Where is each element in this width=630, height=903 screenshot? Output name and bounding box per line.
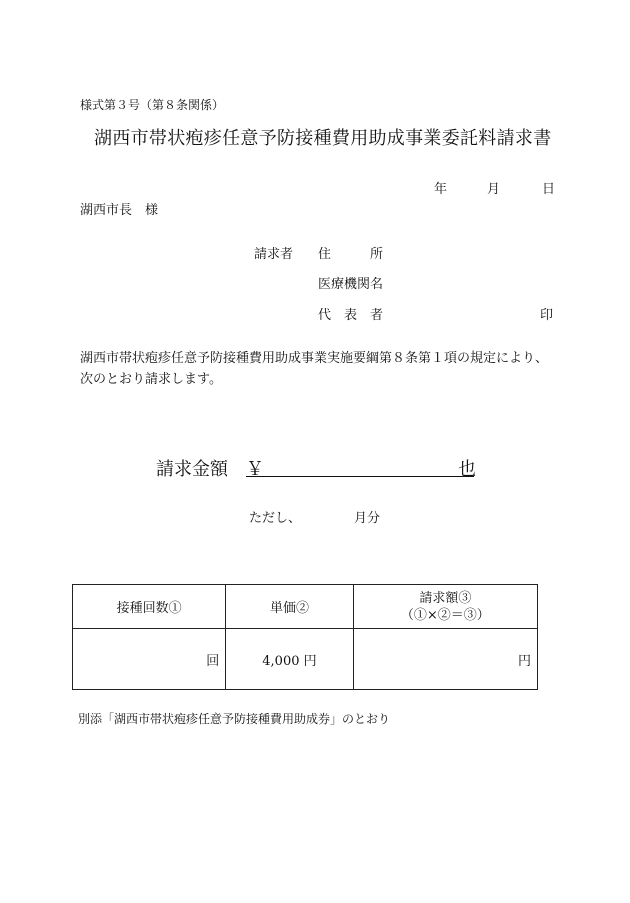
amount-yen-symbol: ￥ <box>246 459 264 480</box>
footnote: 別添「湖西市帯状疱疹任意予防接種費用助成券」のとおり <box>78 712 391 726</box>
table-row <box>73 629 538 690</box>
period-prefix: ただし、 <box>249 511 302 526</box>
header-amount <box>353 585 537 629</box>
amount-label: 請求金額 <box>156 459 228 480</box>
unit-price-cell: 4,000 円 <box>226 629 354 690</box>
institution-label: 医療機関名 <box>318 277 384 292</box>
form-number: 様式第３号（第８条関係） <box>80 98 225 112</box>
count-cell: 回 <box>73 629 226 690</box>
amount-underline <box>246 476 474 477</box>
period-month: 月分 <box>354 511 381 526</box>
representative-label: 代 表 者 <box>318 308 384 323</box>
amount-suffix: 也 <box>458 459 476 480</box>
amount-cell: 円 <box>353 629 537 690</box>
date-day: 日 <box>542 182 556 197</box>
fee-table <box>72 584 538 690</box>
header-unit-price: 単価② <box>226 585 354 629</box>
address-label: 住 所 <box>318 247 384 262</box>
addressee: 湖西市長 様 <box>80 203 159 218</box>
document-title: 湖西市帯状疱疹任意予防接種費用助成事業委託料請求書 <box>94 128 552 149</box>
header-amount-line1: 請求額③ <box>419 590 472 606</box>
header-amount-line2: （①×②＝③） <box>400 607 490 623</box>
body-text: 湖西市帯状疱疹任意予防接種費用助成事業実施要綱第８条第１項の規定により、次のとおり請求します。 <box>80 351 549 387</box>
claimant-label: 請求者 <box>254 247 294 262</box>
seal-mark: 印 <box>540 308 554 323</box>
date-year: 年 <box>434 182 448 197</box>
date-month: 月 <box>487 182 501 197</box>
table-header-row <box>73 585 538 629</box>
header-count: 接種回数① <box>73 585 226 629</box>
